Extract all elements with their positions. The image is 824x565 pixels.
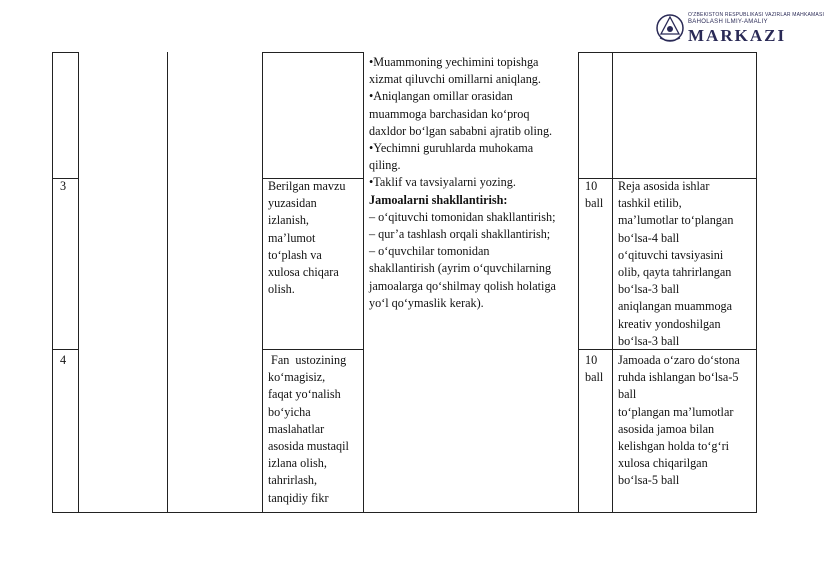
criterion-line: izlana olish, (268, 456, 327, 471)
criterion-line: tanqidiy fikr (268, 490, 329, 505)
groups-line: – qur’a tashlash orqali shakllantirish; (369, 227, 551, 242)
scoring-line: aniqlangan muammoga (618, 299, 733, 314)
task-line: •Yechimni guruhlarda muhokama (369, 141, 534, 156)
table-border (262, 349, 364, 350)
scoring-line: bo‘lsa-3 ball (618, 333, 680, 348)
groups-line: – o‘quvchilar tomonidan (369, 244, 490, 259)
scoring-line: xulosa chiqarilgan (618, 456, 708, 471)
logo-line-2: BAHOLASH ILMIY-AMALIY (688, 19, 768, 25)
criterion-line: olish. (268, 282, 295, 297)
scoring-text (618, 178, 733, 350)
table-border (756, 52, 757, 513)
points-unit: ball (585, 196, 604, 211)
points-cell (585, 352, 603, 386)
task-line: xizmat qiluvchi omillarni aniqlang. (369, 72, 541, 87)
points-cell (585, 178, 603, 212)
criterion-text (268, 352, 349, 507)
org-logo (655, 12, 824, 48)
table-border (167, 52, 168, 513)
scoring-line: bo‘lsa-5 ball (618, 473, 680, 488)
groups-line: jamoalarga qo‘shilmay qolish holatiga (369, 278, 556, 293)
scoring-line: ma’lumotlar to‘plangan (618, 213, 734, 228)
table-border (363, 52, 364, 513)
task-line: daxldor bo‘lgan sababni ajratib oling. (369, 123, 553, 138)
scoring-line: bo‘lsa-4 ball (618, 230, 680, 245)
points-value: 10 (585, 179, 598, 193)
row-number: 3 (60, 179, 67, 193)
scoring-line: Reja asosida ishlar (618, 179, 710, 193)
logo-line-3: MARKAZI (688, 26, 787, 45)
scoring-line: Jamoada o‘zaro do‘stona (618, 353, 740, 367)
criterion-line: tahrirlash, (268, 473, 318, 488)
task-line: muammoga barchasidan ko‘proq (369, 106, 530, 121)
table-border (52, 52, 79, 53)
table-border (262, 52, 364, 53)
criterion-line: izlanish, (268, 213, 309, 228)
groups-line: yo‘l qo‘ymaslik kerak). (369, 295, 484, 310)
row-number: 4 (60, 353, 67, 367)
table-border (78, 52, 79, 513)
table-border (578, 52, 579, 513)
task-line: •Taklif va tavsiyalarni yozing. (369, 175, 516, 190)
scoring-line: kelishgan holda to‘g‘ri (618, 439, 730, 454)
criterion-line: to‘plash va (268, 247, 322, 262)
scoring-line: to‘plangan ma’lumotlar (618, 404, 734, 419)
groups-line: – o‘qituvchi tomonidan shakllantirish; (369, 209, 556, 224)
logo-line-1: O'ZBEKISTON RESPUBLIKASI VAZIRLAR MAHKAMASI (688, 12, 824, 18)
task-description (369, 54, 556, 312)
criterion-line: faqat yo‘nalish (268, 387, 341, 402)
criterion-line: bo‘yicha (268, 404, 311, 419)
criterion-line: maslahatlar (268, 421, 325, 436)
assessment-table (52, 52, 757, 513)
groups-line: shakllantirish (ayrim o‘quvchilarning (369, 261, 552, 276)
criterion-line: yuzasidan (268, 196, 317, 211)
scoring-line: olib, qayta tahrirlangan (618, 265, 732, 280)
table-border (52, 52, 53, 513)
table-border (578, 52, 757, 53)
table-border (52, 349, 79, 350)
table-border (262, 52, 263, 513)
task-line: •Aniqlangan omillar orasidan (369, 89, 513, 104)
points-unit: ball (585, 370, 604, 385)
scoring-line: o‘qituvchi tavsiyasini (618, 247, 724, 262)
points-value: 10 (585, 353, 598, 367)
criterion-line: ko‘magisiz, (268, 370, 326, 385)
scoring-text (618, 352, 740, 490)
scoring-line: kreativ yondoshilgan (618, 316, 721, 331)
criterion-text (268, 178, 346, 298)
scoring-line: tashkil etilib, (618, 196, 682, 211)
scoring-line: asosida jamoa bilan (618, 421, 715, 436)
task-line: •Muammoning yechimini topishga (369, 55, 539, 69)
table-border (612, 52, 613, 513)
table-border (52, 512, 757, 513)
scoring-line: ruhda ishlangan bo‘lsa-5 (618, 370, 739, 385)
groups-title: Jamoalarni shakllantirish: (369, 192, 508, 207)
criterion-line: Berilgan mavzu (268, 179, 346, 193)
task-line: qiling. (369, 158, 401, 173)
criterion-line: xulosa chiqara (268, 265, 339, 280)
scoring-line: bo‘lsa-3 ball (618, 282, 680, 297)
emblem-icon (655, 12, 685, 44)
criterion-line: ma’lumot (268, 230, 316, 245)
scoring-line: ball (618, 387, 637, 402)
criterion-line: Fan ustozining (268, 353, 347, 367)
criterion-line: asosida mustaqil (268, 439, 349, 454)
